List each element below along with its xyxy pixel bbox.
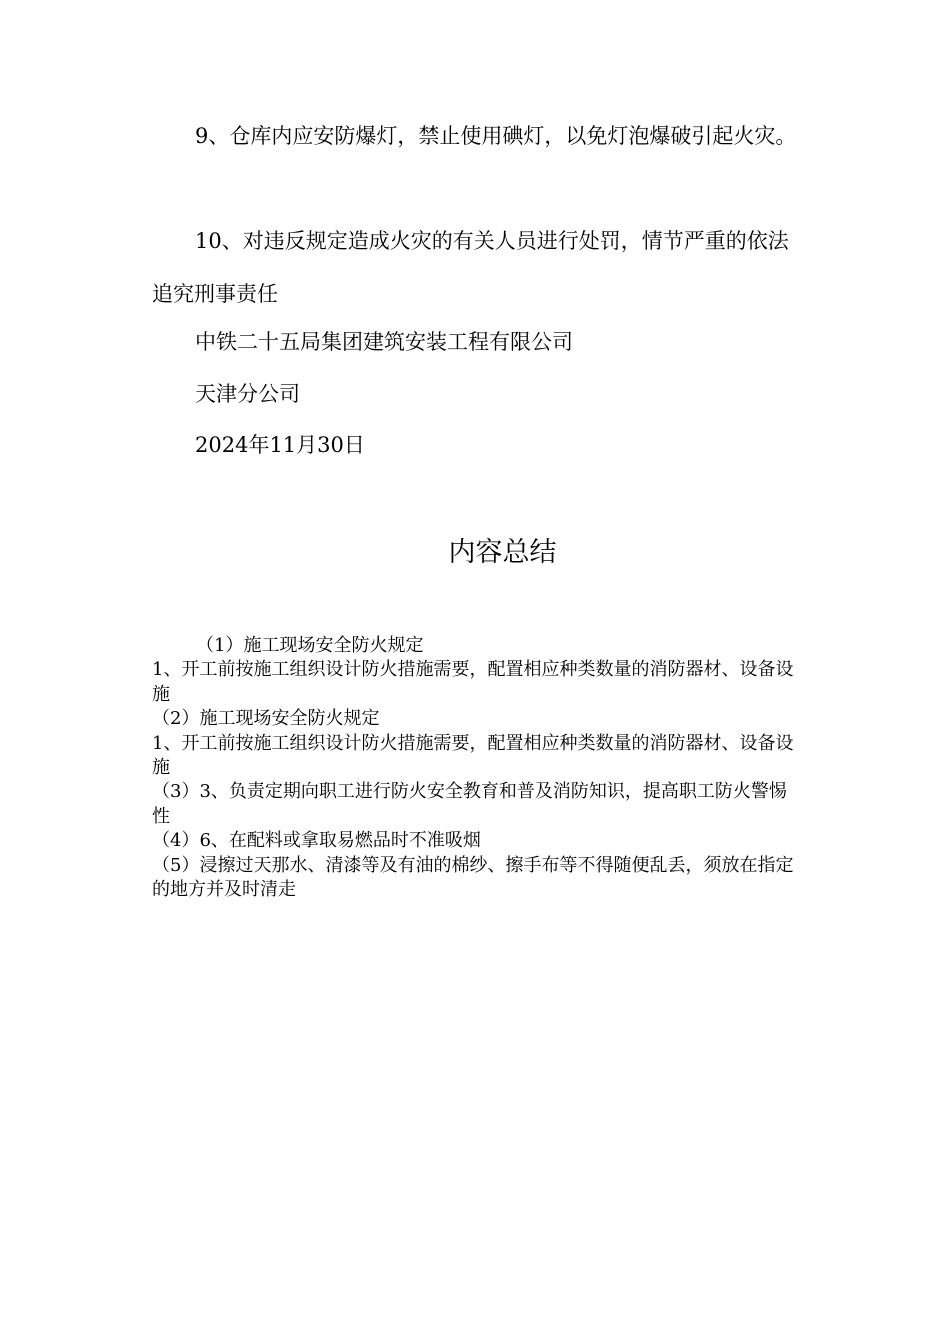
summary-line: 1、开工前按施工组织设计防火措施需要，配置相应种类数量的消防器材、设备设施 xyxy=(152,659,794,705)
summary-line: 1、开工前按施工组织设计防火措施需要，配置相应种类数量的消防器材、设备设施 xyxy=(152,732,794,779)
rule-item-10: 10、对违反规定造成火灾的有关人员进行处罚，情节严重的依法追究刑事责任 xyxy=(152,229,789,306)
rule-item-9: 9、仓库内应安防爆灯，禁止使用碘灯，以免灯泡爆破引起火灾。 xyxy=(195,124,797,148)
signature-company: 中铁二十五局集团建筑安装工程有限公司 xyxy=(195,330,573,354)
summary-section xyxy=(152,634,802,902)
summary-line: （2）施工现场安全防火规定 xyxy=(152,708,380,730)
summary-line: （1）施工现场安全防火规定 xyxy=(196,635,424,656)
signature-date: 2024年11月30日 xyxy=(195,433,365,457)
summary-line: （4）6、在配料或拿取易燃品时不准吸烟 xyxy=(152,830,481,852)
summary-line: （5）浸擦过天那水、清漆等及有油的棉纱、擦手布等不得随便乱丢，须放在指定的地方并及时清走 xyxy=(152,854,794,901)
signature-branch: 天津分公司 xyxy=(195,382,300,406)
summary-title: 内容总结 xyxy=(448,537,557,568)
summary-line: （3）3、负责定期向职工进行防火安全教育和普及消防知识，提高职工防火警惕性 xyxy=(152,781,787,827)
